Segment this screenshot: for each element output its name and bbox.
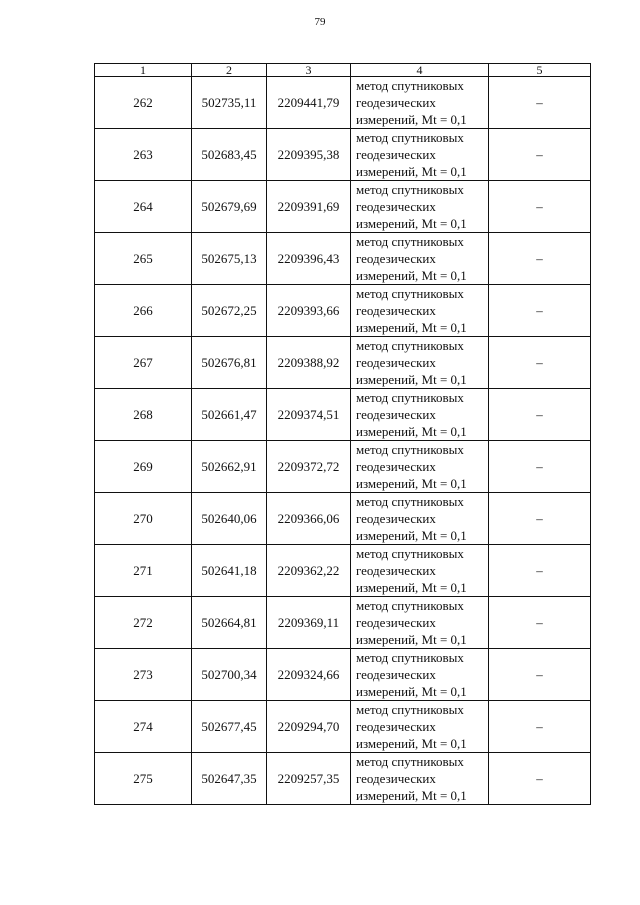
method-line-3: измерений, Mt = 0,1: [356, 736, 467, 751]
note-cell: –: [489, 441, 591, 493]
y-coordinate-cell: 2209374,51: [267, 389, 351, 441]
method-line-2: геодезических: [356, 459, 436, 474]
method-line-1: метод спутниковых: [356, 494, 464, 509]
method-cell: [351, 77, 489, 129]
method-line-1: метод спутниковых: [356, 130, 464, 145]
method-line-1: метод спутниковых: [356, 650, 464, 665]
table-row: [95, 233, 591, 285]
x-coordinate-cell: 502662,91: [192, 441, 267, 493]
method-line-2: геодезических: [356, 615, 436, 630]
y-coordinate-cell: 2209441,79: [267, 77, 351, 129]
method-line-3: измерений, Mt = 0,1: [356, 424, 467, 439]
method-line-3: измерений, Mt = 0,1: [356, 788, 467, 803]
note-cell: –: [489, 753, 591, 805]
x-coordinate-cell: 502675,13: [192, 233, 267, 285]
method-line-1: метод спутниковых: [356, 78, 464, 93]
header-col-4: 4: [351, 64, 489, 77]
method-line-3: измерений, Mt = 0,1: [356, 372, 467, 387]
method-cell: [351, 701, 489, 753]
x-coordinate-cell: 502735,11: [192, 77, 267, 129]
method-cell: [351, 285, 489, 337]
x-coordinate-cell: 502661,47: [192, 389, 267, 441]
y-coordinate-cell: 2209324,66: [267, 649, 351, 701]
table-row: [95, 597, 591, 649]
method-line-3: измерений, Mt = 0,1: [356, 528, 467, 543]
table-row: [95, 129, 591, 181]
note-cell: –: [489, 285, 591, 337]
table-row: [95, 285, 591, 337]
y-coordinate-cell: 2209369,11: [267, 597, 351, 649]
method-line-1: метод спутниковых: [356, 754, 464, 769]
method-line-2: геодезических: [356, 199, 436, 214]
method-line-1: метод спутниковых: [356, 390, 464, 405]
y-coordinate-cell: 2209395,38: [267, 129, 351, 181]
method-line-3: измерений, Mt = 0,1: [356, 320, 467, 335]
method-cell: [351, 233, 489, 285]
method-line-1: метод спутниковых: [356, 286, 464, 301]
x-coordinate-cell: 502679,69: [192, 181, 267, 233]
point-number-cell: 274: [95, 701, 192, 753]
method-line-2: геодезических: [356, 771, 436, 786]
method-line-2: геодезических: [356, 355, 436, 370]
note-cell: –: [489, 77, 591, 129]
table-header-row: [95, 64, 591, 77]
y-coordinate-cell: 2209294,70: [267, 701, 351, 753]
note-cell: –: [489, 649, 591, 701]
table-row: [95, 181, 591, 233]
header-col-2: 2: [192, 64, 267, 77]
method-line-3: измерений, Mt = 0,1: [356, 632, 467, 647]
method-cell: [351, 129, 489, 181]
point-number-cell: 265: [95, 233, 192, 285]
method-line-3: измерений, Mt = 0,1: [356, 684, 467, 699]
point-number-cell: 267: [95, 337, 192, 389]
x-coordinate-cell: 502683,45: [192, 129, 267, 181]
note-cell: –: [489, 597, 591, 649]
point-number-cell: 270: [95, 493, 192, 545]
method-line-2: геодезических: [356, 563, 436, 578]
y-coordinate-cell: 2209257,35: [267, 753, 351, 805]
table-row: [95, 337, 591, 389]
y-coordinate-cell: 2209393,66: [267, 285, 351, 337]
method-cell: [351, 181, 489, 233]
table-row: [95, 77, 591, 129]
point-number-cell: 262: [95, 77, 192, 129]
method-line-3: измерений, Mt = 0,1: [356, 216, 467, 231]
method-cell: [351, 753, 489, 805]
method-line-1: метод спутниковых: [356, 182, 464, 197]
method-line-3: измерений, Mt = 0,1: [356, 112, 467, 127]
x-coordinate-cell: 502677,45: [192, 701, 267, 753]
method-cell: [351, 649, 489, 701]
note-cell: –: [489, 545, 591, 597]
y-coordinate-cell: 2209396,43: [267, 233, 351, 285]
point-number-cell: 263: [95, 129, 192, 181]
method-cell: [351, 441, 489, 493]
method-line-2: геодезических: [356, 407, 436, 422]
note-cell: –: [489, 701, 591, 753]
page-number: 79: [314, 16, 326, 28]
point-number-cell: 266: [95, 285, 192, 337]
point-number-cell: 273: [95, 649, 192, 701]
note-cell: –: [489, 233, 591, 285]
table-row: [95, 649, 591, 701]
x-coordinate-cell: 502647,35: [192, 753, 267, 805]
header-col-1: 1: [95, 64, 192, 77]
method-line-2: геодезических: [356, 667, 436, 682]
method-line-2: геодезических: [356, 719, 436, 734]
coordinates-table: [94, 63, 591, 805]
x-coordinate-cell: 502664,81: [192, 597, 267, 649]
table-row: [95, 493, 591, 545]
method-line-3: измерений, Mt = 0,1: [356, 268, 467, 283]
method-line-1: метод спутниковых: [356, 338, 464, 353]
y-coordinate-cell: 2209372,72: [267, 441, 351, 493]
method-line-1: метод спутниковых: [356, 442, 464, 457]
method-line-2: геодезических: [356, 147, 436, 162]
method-line-2: геодезических: [356, 251, 436, 266]
method-line-3: измерений, Mt = 0,1: [356, 580, 467, 595]
table-row: [95, 389, 591, 441]
table-row: [95, 441, 591, 493]
point-number-cell: 269: [95, 441, 192, 493]
method-line-2: геодезических: [356, 95, 436, 110]
note-cell: –: [489, 493, 591, 545]
method-line-3: измерений, Mt = 0,1: [356, 164, 467, 179]
method-line-1: метод спутниковых: [356, 546, 464, 561]
note-cell: –: [489, 337, 591, 389]
method-line-2: геодезических: [356, 511, 436, 526]
method-line-2: геодезических: [356, 303, 436, 318]
x-coordinate-cell: 502700,34: [192, 649, 267, 701]
note-cell: –: [489, 181, 591, 233]
method-line-1: метод спутниковых: [356, 234, 464, 249]
table-row: [95, 753, 591, 805]
header-col-5: 5: [489, 64, 591, 77]
method-line-1: метод спутниковых: [356, 702, 464, 717]
y-coordinate-cell: 2209388,92: [267, 337, 351, 389]
point-number-cell: 268: [95, 389, 192, 441]
x-coordinate-cell: 502640,06: [192, 493, 267, 545]
table-row: [95, 545, 591, 597]
y-coordinate-cell: 2209391,69: [267, 181, 351, 233]
method-cell: [351, 597, 489, 649]
x-coordinate-cell: 502672,25: [192, 285, 267, 337]
table-row: [95, 701, 591, 753]
point-number-cell: 275: [95, 753, 192, 805]
note-cell: –: [489, 129, 591, 181]
method-cell: [351, 493, 489, 545]
header-col-3: 3: [267, 64, 351, 77]
table-body: [95, 64, 591, 805]
point-number-cell: 271: [95, 545, 192, 597]
method-cell: [351, 389, 489, 441]
y-coordinate-cell: 2209362,22: [267, 545, 351, 597]
x-coordinate-cell: 502641,18: [192, 545, 267, 597]
y-coordinate-cell: 2209366,06: [267, 493, 351, 545]
method-cell: [351, 545, 489, 597]
note-cell: –: [489, 389, 591, 441]
point-number-cell: 272: [95, 597, 192, 649]
method-line-1: метод спутниковых: [356, 598, 464, 613]
point-number-cell: 264: [95, 181, 192, 233]
method-line-3: измерений, Mt = 0,1: [356, 476, 467, 491]
x-coordinate-cell: 502676,81: [192, 337, 267, 389]
method-cell: [351, 337, 489, 389]
